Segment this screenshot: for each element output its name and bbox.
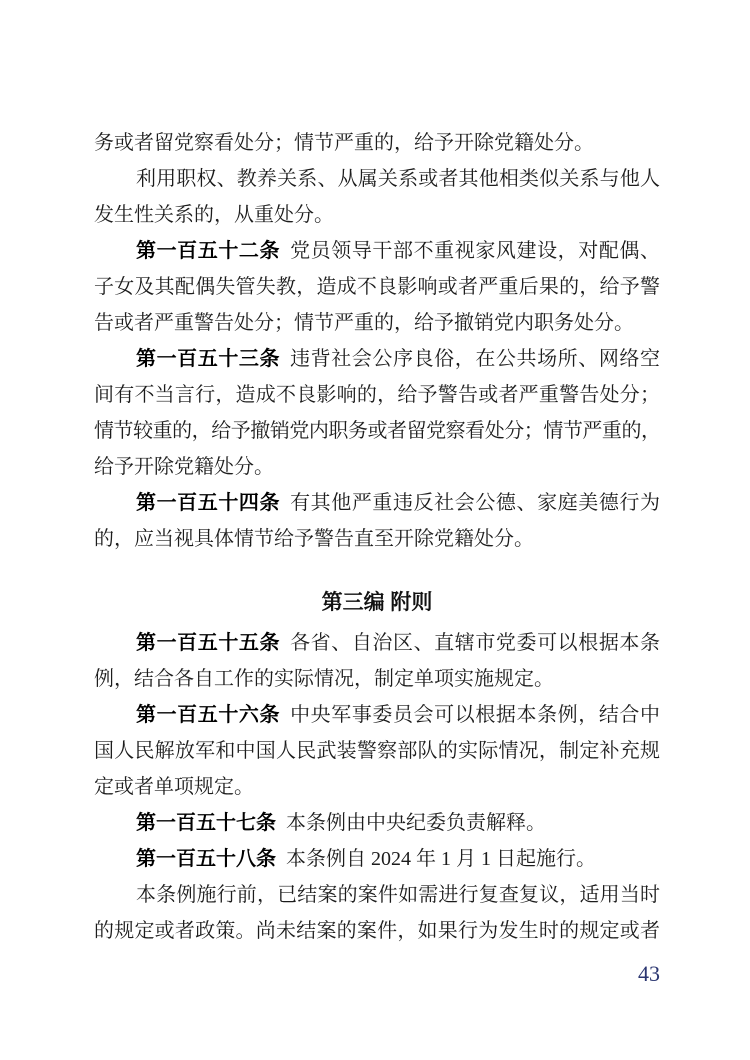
line-text: 给予开除党籍处分。 [94, 456, 274, 478]
line-text: 情节较重的，给予撤销党内职务或者留党察看处分；情节严重的， [94, 420, 660, 442]
text-line [94, 661, 660, 697]
line-text: 国人民解放军和中国人民武装警察部队的实际情况，制定补充规 [94, 740, 660, 762]
article-number: 第一百五十八条 [136, 848, 276, 870]
text-line [94, 521, 660, 557]
text-line [94, 805, 660, 841]
text-line [94, 377, 660, 413]
text-line [94, 233, 660, 269]
text-line [94, 769, 660, 805]
article-number: 第一百五十七条 [136, 812, 276, 834]
text-line [94, 841, 660, 877]
text-line [94, 269, 660, 305]
line-text: 有其他严重违反社会公德、家庭美德行为 [290, 492, 661, 514]
page-number: 43 [638, 961, 660, 986]
text-line [94, 161, 660, 197]
text-line [94, 485, 660, 521]
line-text: 例，结合各自工作的实际情况，制定单项实施规定。 [94, 668, 554, 690]
text-line [94, 697, 660, 733]
text-line [94, 341, 660, 377]
article-number: 第一百五十四条 [136, 492, 281, 514]
text-line [94, 913, 660, 949]
line-text: 中央军事委员会可以根据本条例，结合中 [290, 704, 661, 726]
text-line [94, 305, 660, 341]
line-text: 党员领导干部不重视家风建设，对配偶、 [290, 240, 661, 262]
page-content [94, 125, 660, 987]
line-text: 各省、自治区、直辖市党委可以根据本条 [290, 632, 661, 654]
article-number: 第一百五十二条 [136, 240, 281, 262]
line-text: 利用职权、教养关系、从属关系或者其他相类似关系与他人 [136, 168, 660, 190]
line-text: 定或者单项规定。 [94, 776, 254, 798]
text-line [94, 413, 660, 449]
text-line [94, 449, 660, 485]
line-text: 务或者留党察看处分；情节严重的，给予开除党籍处分。 [94, 132, 594, 154]
text-line [94, 877, 660, 913]
text-line [94, 125, 660, 161]
line-text: 的规定或者政策。尚未结案的案件，如果行为发生时的规定或者 [94, 920, 660, 942]
line-text: 违背社会公序良俗，在公共场所、网络空 [290, 348, 661, 370]
line-text: 的，应当视具体情节给予警告直至开除党籍处分。 [94, 528, 534, 550]
text-line [94, 733, 660, 769]
line-text: 本条例自 2024 年 1 月 1 日起施行。 [286, 848, 596, 870]
text-line [94, 625, 660, 661]
line-text: 发生性关系的，从重处分。 [94, 204, 334, 226]
line-text: 本条例施行前，已结案的案件如需进行复查复议，适用当时 [136, 884, 660, 906]
text-line [94, 197, 660, 233]
article-number: 第一百五十六条 [136, 704, 281, 726]
article-number: 第一百五十三条 [136, 348, 281, 370]
line-text: 本条例由中央纪委负责解释。 [286, 812, 546, 834]
line-text: 子女及其配偶失管失教，造成不良影响或者严重后果的，给予警 [94, 276, 660, 298]
article-number: 第一百五十五条 [136, 632, 281, 654]
section-heading: 第三编 附则 [321, 591, 433, 614]
line-text: 告或者严重警告处分；情节严重的，给予撤销党内职务处分。 [94, 312, 634, 334]
line-text: 间有不当言行，造成不良影响的，给予警告或者严重警告处分； [94, 384, 660, 406]
